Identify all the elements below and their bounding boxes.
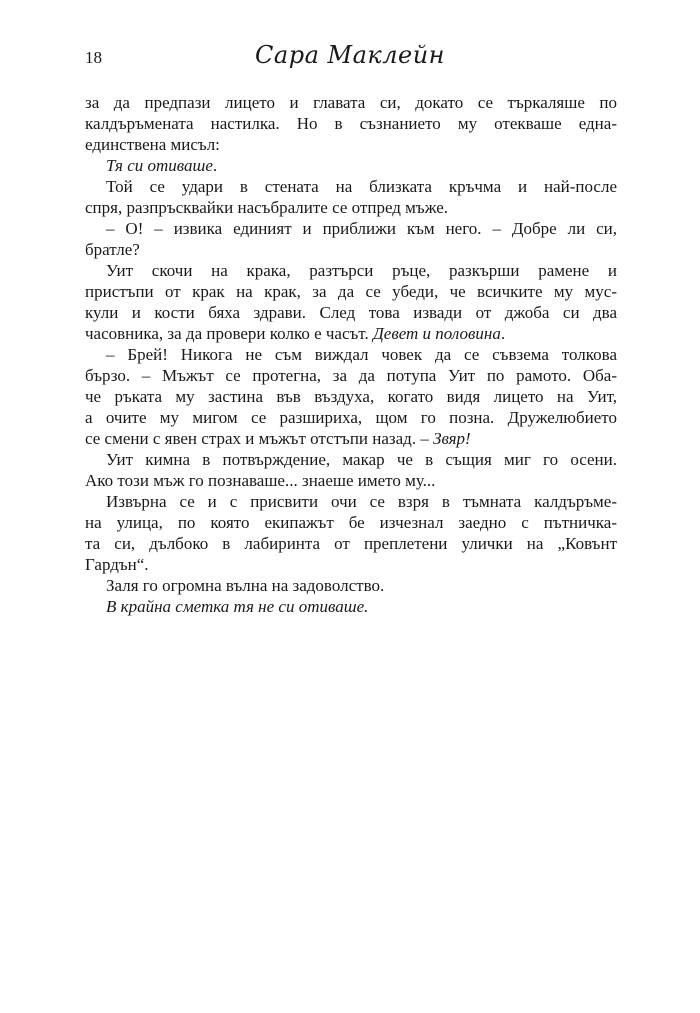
text-line: пристъпи от крак на крак, за да се убеди, че всичките му мус- <box>85 282 617 301</box>
text-line: Ако този мъж го познаваше... знаеше името му... <box>85 471 436 490</box>
text-line: кули и кости бяха здрави. След това извади от джоба си два <box>85 303 617 322</box>
text-line: – О! – извика единият и приближи към него. – Добре ли си, <box>106 219 617 238</box>
text-line: че ръката му застина във въздуха, когато видя лицето на Уит, <box>85 387 617 406</box>
text-line: бързо. – Мъжът се протегна, за да потупа Уит по рамото. Оба- <box>85 366 617 385</box>
text-line: спря, разпръсквайки насъбралите се отпред мъже. <box>85 198 449 217</box>
text-line: за да предпази лицето и главата си, докато се търкаляше по <box>85 93 617 112</box>
text-line: Извърна се и с присвити очи се взря в тъмната калдъръме- <box>106 492 617 511</box>
text-line: на улица, по която екипажът бе изчезнал заедно с пътничка- <box>85 513 617 532</box>
text-line: братле? <box>85 240 140 259</box>
text-line: Заля го огромна вълна на задоволство. <box>106 576 385 595</box>
text-line: часовника, за да провери колко е часът. Девет и половина. <box>85 324 506 343</box>
text-line: Уит скочи на крака, разтърси ръце, разкърши рамене и <box>106 261 617 280</box>
text-line: а очите му мигом се разшириха, щом го позна. Дружелюбието <box>85 408 617 427</box>
text-line: – Брей! Никога не съм виждал човек да се съвзема толкова <box>106 345 617 364</box>
text-line: Той се удари в стената на близката кръчма и най-после <box>106 177 617 196</box>
text-line: В крайна сметка тя не си отиваше. <box>106 597 369 616</box>
text-line: та си, дълбоко в лабиринта от преплетени улички на „Ковънт <box>85 534 617 553</box>
text-line: калдъръмената настилка. Но в съзнанието му отекваше една- <box>85 114 617 133</box>
text-line: Тя си отиваше. <box>106 156 218 175</box>
page-number: 18 <box>85 48 102 67</box>
running-head-author: Сара Маклейн <box>255 41 445 69</box>
text-line: Уит кимна в потвърждение, макар че в същия миг го осени. <box>106 450 617 469</box>
body-text <box>85 92 617 617</box>
text-line: се смени с явен страх и мъжът отстъпи назад. – Звяр! <box>85 429 471 448</box>
text-line: Гардън“. <box>85 555 149 574</box>
text-line: единствена мисъл: <box>85 135 220 154</box>
